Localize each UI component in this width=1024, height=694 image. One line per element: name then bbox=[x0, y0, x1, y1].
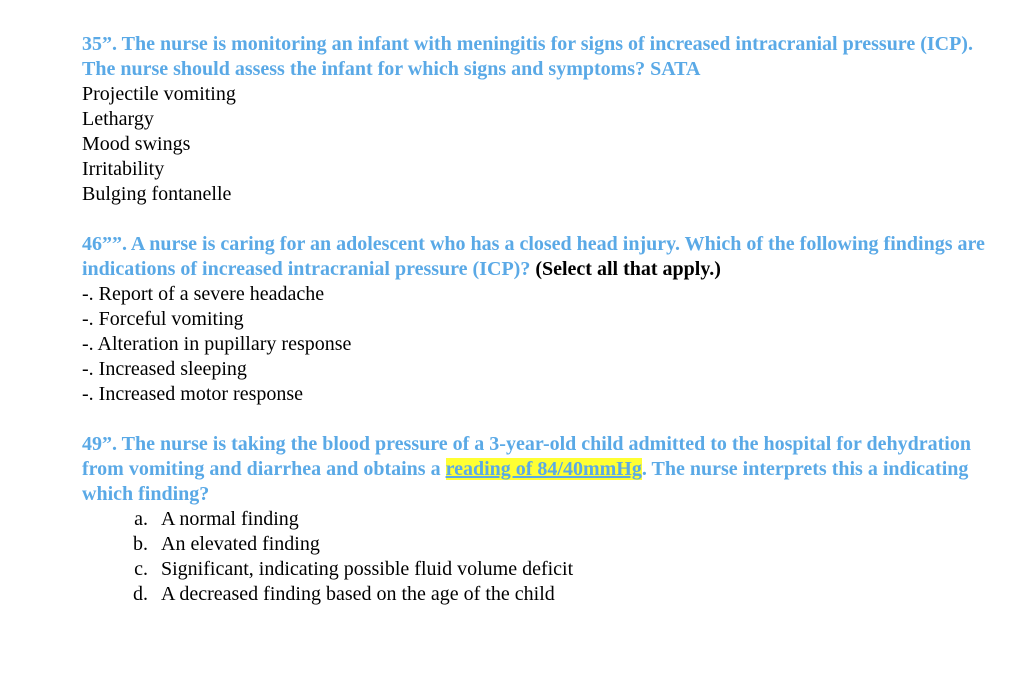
question-49-option-d bbox=[82, 582, 1002, 607]
question-46 bbox=[82, 232, 1002, 407]
question-35-option-1: Projectile vomiting bbox=[82, 83, 236, 105]
question-46-option-1: -. Report of a severe headache bbox=[82, 283, 325, 305]
spacer bbox=[82, 207, 1002, 232]
question-49-option-b bbox=[82, 532, 1002, 557]
option-letter: b. bbox=[133, 533, 148, 555]
option-letter: c. bbox=[134, 558, 148, 580]
option-letter: a. bbox=[134, 508, 148, 530]
question-35-option-2: Lethargy bbox=[82, 108, 154, 130]
question-46-option-3: -. Alteration in pupillary response bbox=[82, 333, 352, 355]
question-46-option-4: -. Increased sleeping bbox=[82, 358, 247, 380]
document-page bbox=[82, 32, 1002, 607]
option-text: A normal finding bbox=[161, 508, 299, 530]
option-letter: d. bbox=[133, 583, 148, 605]
question-49 bbox=[82, 432, 1002, 607]
question-35-option-4: Irritability bbox=[82, 158, 165, 180]
question-35-title: 35”. The nurse is monitoring an infant with meningitis for signs of increased intracranial pressure (ICP). The nurse should assess the infant for which signs and symptoms? SATA bbox=[82, 33, 973, 80]
question-46-select-all: (Select all that apply.) bbox=[535, 258, 721, 280]
question-46-option-2: -. Forceful vomiting bbox=[82, 308, 244, 330]
question-49-title-end: . The nurse interprets this a indicating which finding? bbox=[82, 458, 969, 505]
question-35-option-5: Bulging fontanelle bbox=[82, 183, 232, 205]
question-46-title bbox=[82, 232, 1002, 282]
question-46-option-5: -. Increased motor response bbox=[82, 383, 304, 405]
question-49-option-a bbox=[82, 507, 1002, 532]
option-text: A decreased finding based on the age of the child bbox=[161, 583, 555, 605]
question-35 bbox=[82, 32, 1002, 207]
question-35-option-3: Mood swings bbox=[82, 133, 191, 155]
option-text: Significant, indicating possible fluid volume deficit bbox=[161, 558, 574, 580]
question-49-title-text: 49”. The nurse is taking the blood pressure of a 3-year-old child admitted to the hospital for dehydration from vomiting and diarrhea and obtains a bbox=[82, 433, 971, 480]
question-49-title bbox=[82, 432, 1002, 507]
question-46-title-text: 46””. A nurse is caring for an adolescent who has a closed head injury. Which of the following findings are indications of increased intracranial pressure (ICP)? bbox=[82, 233, 985, 280]
question-49-option-c bbox=[82, 557, 1002, 582]
spacer bbox=[82, 407, 1002, 432]
option-text: An elevated finding bbox=[161, 533, 320, 555]
highlighted-reading: reading of 84/40mmHg bbox=[445, 458, 642, 480]
